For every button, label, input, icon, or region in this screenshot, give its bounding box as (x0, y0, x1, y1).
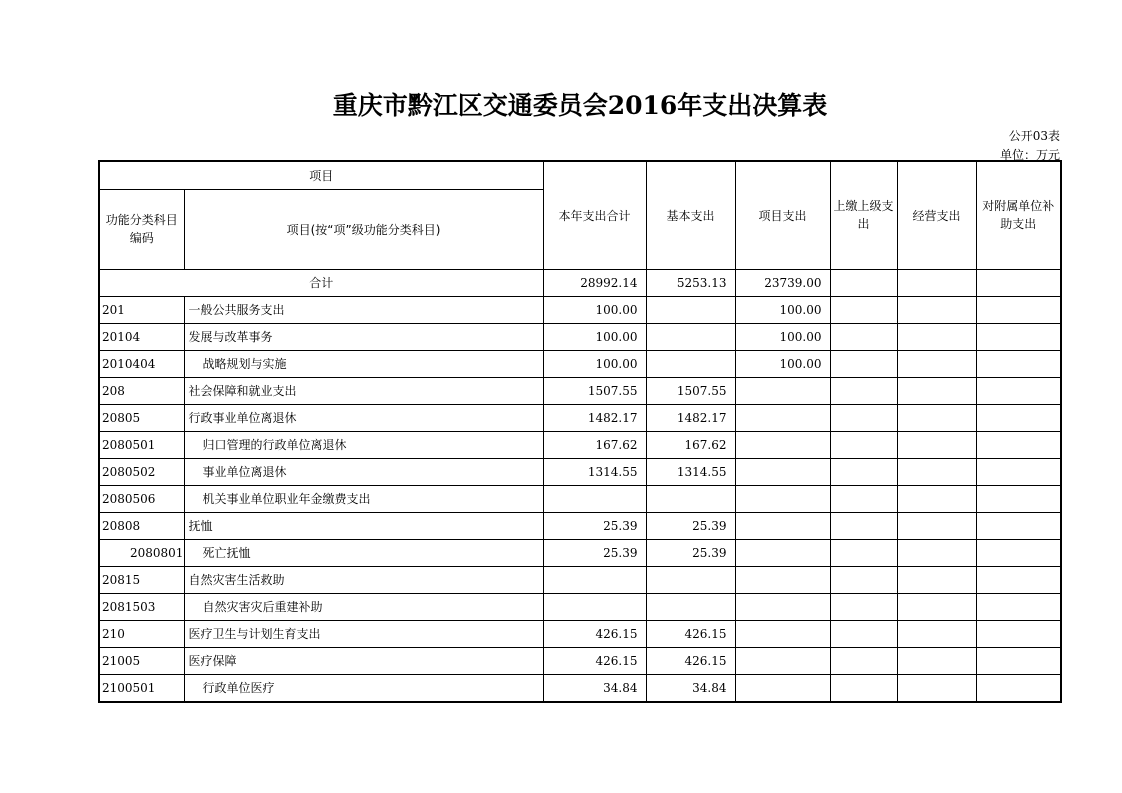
row-code: 20805 (99, 404, 184, 431)
row-subsidy (976, 620, 1061, 647)
row-code: 201 (99, 296, 184, 323)
row-business (897, 566, 976, 593)
row-basic: 25.39 (646, 512, 735, 539)
table-row (99, 323, 1061, 350)
table-row (99, 296, 1061, 323)
row-project (735, 431, 830, 458)
row-project: 100.00 (735, 350, 830, 377)
total-total: 28992.14 (543, 269, 646, 296)
row-name: 行政单位医疗 (184, 674, 543, 702)
row-upper (830, 620, 897, 647)
total-project: 23739.00 (735, 269, 830, 296)
row-upper (830, 377, 897, 404)
row-name: 医疗保障 (184, 647, 543, 674)
row-business (897, 350, 976, 377)
row-upper (830, 539, 897, 566)
row-basic: 426.15 (646, 620, 735, 647)
row-subsidy (976, 647, 1061, 674)
row-basic: 25.39 (646, 539, 735, 566)
row-name: 战略规划与实施 (184, 350, 543, 377)
row-business (897, 377, 976, 404)
row-total: 25.39 (543, 512, 646, 539)
header-basic: 基本支出 (646, 161, 735, 269)
row-name: 医疗卫生与计划生育支出 (184, 620, 543, 647)
header-project: 项目 (99, 161, 543, 189)
row-subsidy (976, 323, 1061, 350)
row-project (735, 674, 830, 702)
row-project (735, 566, 830, 593)
row-code: 208 (99, 377, 184, 404)
row-name: 自然灾害生活救助 (184, 566, 543, 593)
row-project (735, 404, 830, 431)
row-business (897, 593, 976, 620)
row-total (543, 566, 646, 593)
row-total: 100.00 (543, 296, 646, 323)
row-basic (646, 593, 735, 620)
row-total: 100.00 (543, 350, 646, 377)
table-row (99, 539, 1061, 566)
row-subsidy (976, 485, 1061, 512)
form-number: 公开03表 (1008, 129, 1060, 143)
header-project-name: 项目(按“项”级功能分类科目) (184, 189, 543, 269)
row-business (897, 458, 976, 485)
row-basic: 34.84 (646, 674, 735, 702)
row-upper (830, 404, 897, 431)
row-business (897, 674, 976, 702)
row-total: 167.62 (543, 431, 646, 458)
total-basic: 5253.13 (646, 269, 735, 296)
row-name: 一般公共服务支出 (184, 296, 543, 323)
row-total: 1507.55 (543, 377, 646, 404)
row-project (735, 485, 830, 512)
table-row (99, 512, 1061, 539)
row-basic (646, 566, 735, 593)
row-business (897, 539, 976, 566)
row-basic: 1507.55 (646, 377, 735, 404)
row-code: 2010404 (99, 350, 184, 377)
row-upper (830, 350, 897, 377)
row-total: 34.84 (543, 674, 646, 702)
row-upper (830, 674, 897, 702)
header-upper: 上缴上级支出 (830, 161, 897, 269)
row-subsidy (976, 566, 1061, 593)
row-code: 20808 (99, 512, 184, 539)
row-name: 社会保障和就业支出 (184, 377, 543, 404)
row-business (897, 296, 976, 323)
row-total: 25.39 (543, 539, 646, 566)
row-basic (646, 485, 735, 512)
row-business (897, 485, 976, 512)
page-title: 重庆市黔江区交通委员会2016年支出决算表 (332, 91, 828, 120)
table-row (99, 566, 1061, 593)
header-project-expenditure: 项目支出 (735, 161, 830, 269)
row-upper (830, 566, 897, 593)
row-name: 归口管理的行政单位离退休 (184, 431, 543, 458)
row-code: 2100501 (99, 674, 184, 702)
header-total: 本年支出合计 (543, 161, 646, 269)
row-code: 210 (99, 620, 184, 647)
row-upper (830, 512, 897, 539)
row-upper (830, 593, 897, 620)
row-business (897, 323, 976, 350)
row-name: 行政事业单位离退休 (184, 404, 543, 431)
row-subsidy (976, 431, 1061, 458)
row-project (735, 539, 830, 566)
row-business (897, 512, 976, 539)
row-code: 2080501 (99, 431, 184, 458)
row-project (735, 512, 830, 539)
header-business: 经营支出 (897, 161, 976, 269)
row-basic: 426.15 (646, 647, 735, 674)
table-row (99, 647, 1061, 674)
row-subsidy (976, 593, 1061, 620)
row-business (897, 431, 976, 458)
row-project (735, 593, 830, 620)
row-basic (646, 296, 735, 323)
row-subsidy (976, 296, 1061, 323)
row-code: 20104 (99, 323, 184, 350)
row-upper (830, 323, 897, 350)
row-subsidy (976, 404, 1061, 431)
total-label: 合计 (99, 269, 543, 296)
row-subsidy (976, 350, 1061, 377)
table-row (99, 404, 1061, 431)
row-code: 2080801 (99, 539, 184, 566)
row-name: 自然灾害灾后重建补助 (184, 593, 543, 620)
row-code: 2080502 (99, 458, 184, 485)
row-upper (830, 296, 897, 323)
row-code: 2080506 (99, 485, 184, 512)
row-basic (646, 323, 735, 350)
row-project (735, 458, 830, 485)
row-subsidy (976, 458, 1061, 485)
row-subsidy (976, 674, 1061, 702)
row-total: 1314.55 (543, 458, 646, 485)
row-business (897, 404, 976, 431)
row-code: 21005 (99, 647, 184, 674)
expenditure-table (98, 160, 1062, 703)
row-name: 发展与改革事务 (184, 323, 543, 350)
row-name: 机关事业单位职业年金缴费支出 (184, 485, 543, 512)
row-basic: 1482.17 (646, 404, 735, 431)
table-row (99, 485, 1061, 512)
row-project: 100.00 (735, 323, 830, 350)
row-upper (830, 458, 897, 485)
row-business (897, 647, 976, 674)
row-code: 2081503 (99, 593, 184, 620)
table-row (99, 458, 1061, 485)
row-total: 426.15 (543, 647, 646, 674)
table-row (99, 593, 1061, 620)
row-subsidy (976, 377, 1061, 404)
row-name: 抚恤 (184, 512, 543, 539)
row-basic (646, 350, 735, 377)
row-name: 死亡抚恤 (184, 539, 543, 566)
row-name: 事业单位离退休 (184, 458, 543, 485)
row-upper (830, 431, 897, 458)
row-project: 100.00 (735, 296, 830, 323)
row-subsidy (976, 539, 1061, 566)
total-row (99, 269, 1061, 296)
row-upper (830, 485, 897, 512)
row-total: 426.15 (543, 620, 646, 647)
table-row (99, 350, 1061, 377)
row-basic: 1314.55 (646, 458, 735, 485)
table-row (99, 674, 1061, 702)
row-total: 1482.17 (543, 404, 646, 431)
row-total: 100.00 (543, 323, 646, 350)
header-code: 功能分类科目编码 (99, 189, 184, 269)
row-total (543, 593, 646, 620)
table-row (99, 431, 1061, 458)
header-subsidy: 对附属单位补助支出 (976, 161, 1061, 269)
row-project (735, 620, 830, 647)
row-total (543, 485, 646, 512)
table-body (99, 269, 1061, 702)
row-project (735, 377, 830, 404)
row-basic: 167.62 (646, 431, 735, 458)
unit-label: 单位：万元 (999, 148, 1060, 162)
row-subsidy (976, 512, 1061, 539)
table-row (99, 377, 1061, 404)
row-upper (830, 647, 897, 674)
row-code: 20815 (99, 566, 184, 593)
row-business (897, 620, 976, 647)
table-row (99, 620, 1061, 647)
row-project (735, 647, 830, 674)
